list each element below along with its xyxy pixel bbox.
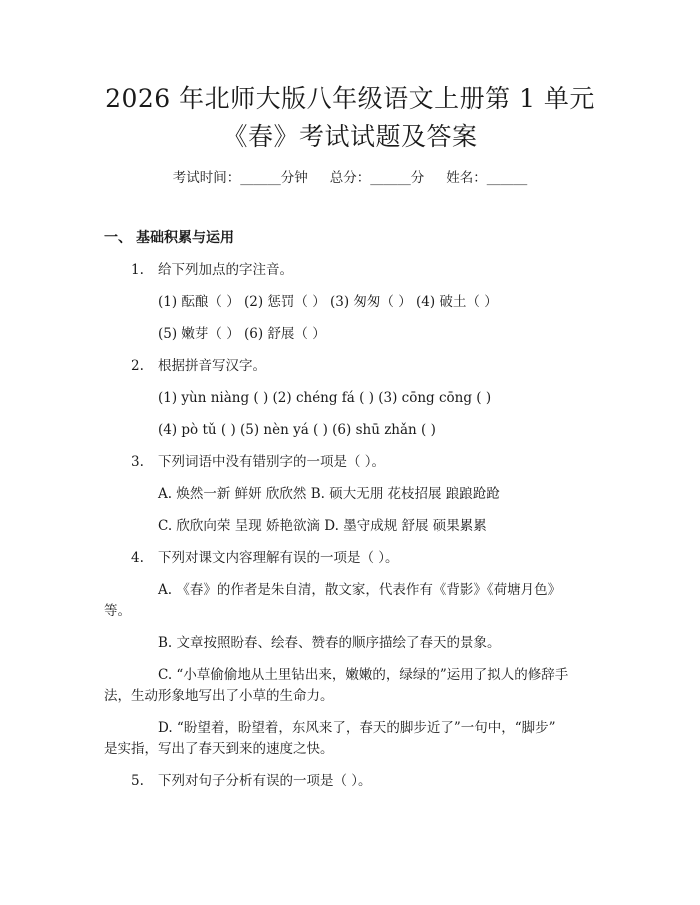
question-4-option-a-continued: 等。 — [104, 603, 131, 619]
question-4-option-d-continued: 是实指，写出了春天到来的速度之快。 — [104, 741, 334, 757]
question-number: 3. — [131, 454, 144, 470]
question-4-option-c-continued: 法，生动形象地写出了小草的生命力。 — [104, 688, 334, 704]
question-2 — [131, 356, 266, 376]
question-number: 1. — [131, 262, 144, 278]
question-text: 下列对课文内容理解有误的一项是（ ）。 — [158, 550, 399, 566]
question-number: 4. — [131, 550, 144, 566]
question-4-option-c: C. “小草偷偷地从土里钻出来，嫩嫩的，绿绿的”运用了拟人的修辞手 — [158, 667, 569, 683]
question-5 — [131, 771, 372, 791]
document-title-line1: 2026 年北师大版八年级语文上册第 1 单元 — [105, 84, 595, 113]
question-1 — [131, 260, 293, 280]
document-title-line2: 《春》考试试题及答案 — [222, 122, 478, 151]
total-score-field: 总分：______分 — [329, 170, 425, 186]
question-4-option-b: B. 文章按照盼春、绘春、赞春的顺序描绘了春天的景象。 — [158, 635, 501, 651]
question-1-items-line1: (1) 酝酿（ ） (2) 惩罚（ ） (3) 匆匆（ ） (4) 破土（ ） — [158, 294, 498, 310]
question-3-options-line2: C. 欣欣向荣 呈现 娇艳欲滴 D. 墨守成规 舒展 硕果累累 — [158, 518, 487, 534]
section-heading — [104, 228, 234, 248]
question-text: 根据拼音写汉字。 — [158, 358, 266, 374]
question-3 — [131, 452, 385, 472]
question-2-items-line2: (4) pò tǔ ( ) (5) nèn yá ( ) (6) shū zhǎn ( ) — [158, 422, 436, 438]
question-text: 给下列加点的字注音。 — [158, 262, 293, 278]
exam-time-field: 考试时间：______分钟 — [172, 170, 308, 186]
question-4 — [131, 548, 399, 568]
question-4-option-a: A. 《春》的作者是朱自清，散文家，代表作有《背影》《荷塘月色》 — [158, 582, 562, 598]
question-1-items-line2: (5) 嫩芽（ ） (6) 舒展（ ） — [158, 326, 326, 342]
question-2-items-line1: (1) yùn niàng ( ) (2) chéng fá ( ) (3) cōng cōng ( ) — [158, 390, 492, 406]
question-text: 下列词语中没有错别字的一项是（ ）。 — [158, 454, 386, 470]
question-text: 下列对句子分析有误的一项是（ ）。 — [158, 773, 372, 789]
question-number: 5. — [131, 773, 144, 789]
question-4-option-d: D. “盼望着，盼望着，东风来了，春天的脚步近了”一句中，“脚步” — [158, 720, 556, 736]
question-3-options-line1: A. 焕然一新 鲜妍 欣欣然 B. 硕大无朋 花枝招展 踉踉跄跄 — [158, 486, 500, 502]
section-title: 基础积累与运用 — [136, 230, 234, 246]
exam-meta — [0, 168, 700, 188]
student-name-field: 姓名：______ — [446, 170, 528, 186]
question-number: 2. — [131, 358, 144, 374]
section-number: 一、 — [104, 230, 132, 246]
